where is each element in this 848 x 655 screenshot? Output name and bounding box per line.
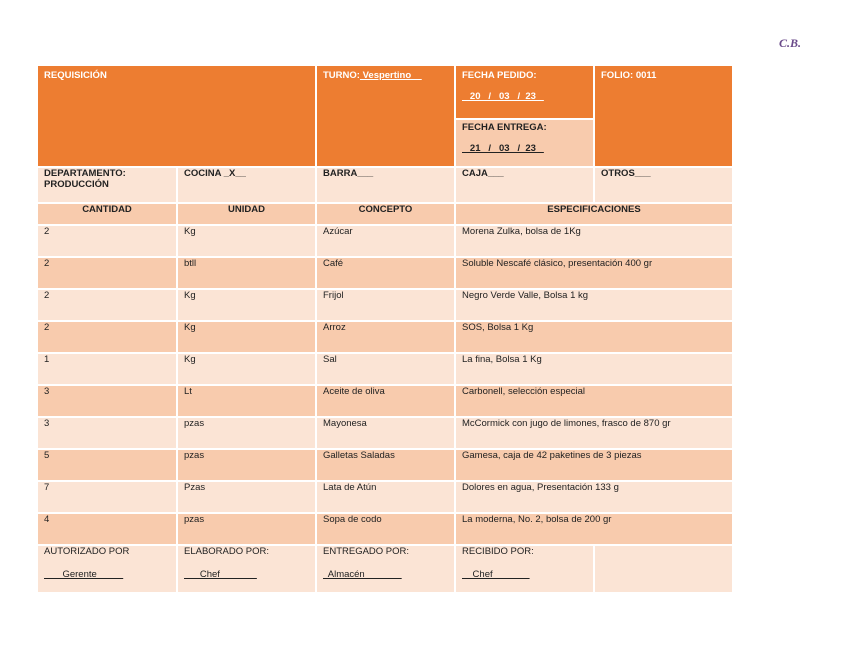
signature-row [38,545,733,593]
cantidad-cell: 3 [38,417,177,449]
fecha-pedido-cell [455,66,594,119]
concepto-cell: Aceite de oliva [316,385,455,417]
unidad-cell: Kg [177,321,316,353]
col-concepto: CONCEPTO [316,203,455,225]
folio-label: FOLIO: 0011 [601,70,657,81]
unidad-cell: btll [177,257,316,289]
table-row [38,321,733,353]
table-row [38,257,733,289]
otros-option: OTROS___ [594,167,733,203]
concepto-cell: Azúcar [316,225,455,257]
concepto-cell: Sopa de codo [316,513,455,545]
barra-option: BARRA___ [316,167,455,203]
cantidad-cell: 5 [38,449,177,481]
especificaciones-cell: Carbonell, selección especial [455,385,733,417]
especificaciones-cell: Dolores en agua, Presentación 133 g [455,481,733,513]
requisition-table [38,66,734,594]
folio-cell [594,66,733,167]
especificaciones-cell: La fina, Bolsa 1 Kg [455,353,733,385]
signature-elaborado [177,545,316,593]
signature-label: AUTORIZADO POR [44,546,130,557]
cantidad-cell: 7 [38,481,177,513]
col-unidad: UNIDAD [177,203,316,225]
initials: C.B. [779,36,802,50]
fecha-entrega-label: FECHA ENTREGA: [462,122,547,133]
unidad-cell: Kg [177,353,316,385]
cocina-option: COCINA _X__ [177,167,316,203]
unidad-cell: Kg [177,289,316,321]
signature-empty-cell [594,545,733,593]
concepto-cell: Frijol [316,289,455,321]
cantidad-cell: 4 [38,513,177,545]
table-row [38,417,733,449]
departamento-label: DEPARTAMENTO: PRODUCCIÓN [38,167,177,203]
signature-name: Chef [462,569,530,580]
signature-label: ENTREGADO POR: [323,546,410,557]
signature-name: Gerente [44,569,124,580]
cantidad-cell: 2 [38,225,177,257]
especificaciones-cell: Morena Zulka, bolsa de 1Kg [455,225,733,257]
col-cantidad: CANTIDAD [38,203,177,225]
caja-option: CAJA___ [455,167,594,203]
col-especificaciones: ESPECIFICACIONES [455,203,733,225]
concepto-cell: Lata de Atún [316,481,455,513]
signature-name: Chef [184,569,257,580]
fecha-entrega-cell [455,119,594,167]
unidad-cell: pzas [177,449,316,481]
table-row [38,225,733,257]
column-header-row [38,203,733,225]
signature-label: RECIBIDO POR: [462,546,534,557]
cantidad-cell: 2 [38,257,177,289]
concepto-cell: Mayonesa [316,417,455,449]
especificaciones-cell: SOS, Bolsa 1 Kg [455,321,733,353]
turno-value: Vespertino [359,70,422,81]
department-row [38,167,733,203]
signature-name: Almacén [323,569,402,580]
cantidad-cell: 2 [38,321,177,353]
cantidad-cell: 1 [38,353,177,385]
signature-recibido [455,545,594,593]
especificaciones-cell: La moderna, No. 2, bolsa de 200 gr [455,513,733,545]
fecha-pedido-value: 20 / 03 / 23 [462,91,544,102]
concepto-cell: Café [316,257,455,289]
unidad-cell: Kg [177,225,316,257]
table-row [38,385,733,417]
table-row [38,449,733,481]
requisicion-cell [38,66,316,167]
table-row [38,353,733,385]
signature-autorizado [38,545,177,593]
especificaciones-cell: Negro Verde Valle, Bolsa 1 kg [455,289,733,321]
unidad-cell: pzas [177,513,316,545]
signature-label: ELABORADO POR: [184,546,269,557]
concepto-cell: Arroz [316,321,455,353]
fecha-entrega-value: 21 / 03 / 23 [462,143,544,154]
table-row [38,481,733,513]
requisicion-title: REQUISICIÓN [44,70,107,81]
especificaciones-cell: Soluble Nescafé clásico, presentación 400 gr [455,257,733,289]
cantidad-cell: 3 [38,385,177,417]
unidad-cell: pzas [177,417,316,449]
especificaciones-cell: McCormick con jugo de limones, frasco de 870 gr [455,417,733,449]
concepto-cell: Galletas Saladas [316,449,455,481]
turno-label: TURNO: [323,70,360,81]
unidad-cell: Pzas [177,481,316,513]
fecha-pedido-label: FECHA PEDIDO: [462,70,537,81]
especificaciones-cell: Gamesa, caja de 42 paketines de 3 piezas [455,449,733,481]
turno-cell [316,66,455,167]
table-row [38,289,733,321]
unidad-cell: Lt [177,385,316,417]
concepto-cell: Sal [316,353,455,385]
cantidad-cell: 2 [38,289,177,321]
table-row [38,513,733,545]
signature-entregado [316,545,455,593]
